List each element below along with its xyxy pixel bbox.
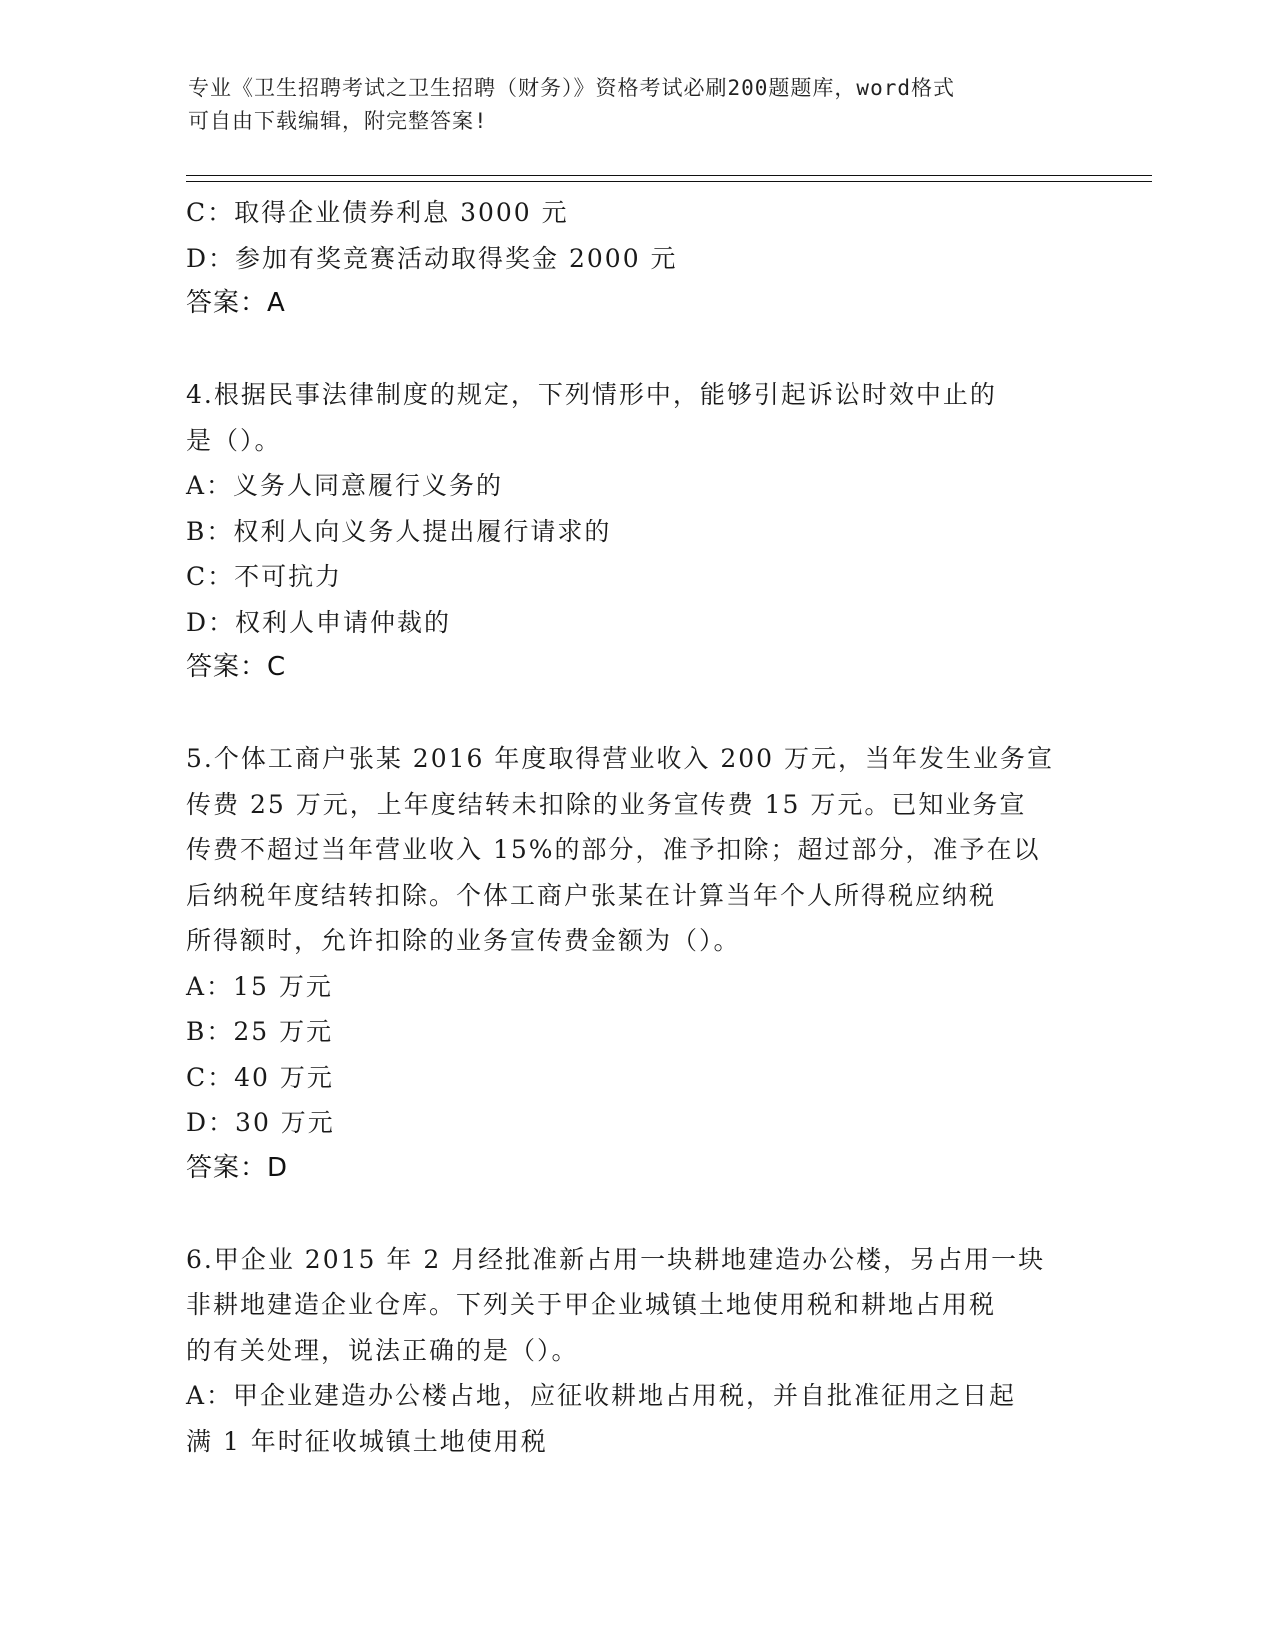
q4-stem-line-2: 是（）。 — [186, 425, 282, 455]
q5-option-c: C：40 万元 — [186, 1062, 334, 1092]
header-title-line-1: 专业《卫生招聘考试之卫生招聘（财务）》资格考试必刷200题题库，word格式 — [188, 76, 955, 100]
q6-stem-line-3: 的有关处理，说法正确的是（）。 — [186, 1335, 579, 1365]
question-4 — [186, 372, 1086, 691]
q5-stem-line-4: 后纳税年度结转扣除。个体工商户张某在计算当年个人所得税应纳税 — [186, 880, 997, 910]
q4-answer: 答案：C — [186, 652, 287, 682]
spacer — [186, 691, 1086, 737]
q5-option-a: A：15 万元 — [186, 971, 333, 1001]
question-5 — [186, 736, 1086, 1191]
q4-option-d: D：权利人申请仲裁的 — [186, 607, 452, 637]
q3-option-c: C：取得企业债券利息 3000 元 — [186, 198, 569, 227]
spacer — [186, 1191, 1086, 1237]
q6-option-a-line-2: 满 1 年时征收城镇土地使用税 — [186, 1426, 548, 1456]
question-content — [186, 190, 1086, 1464]
q4-option-a: A：义务人同意履行义务的 — [186, 471, 504, 500]
q3-option-d: D：参加有奖竞赛活动取得奖金 2000 元 — [186, 243, 678, 273]
page-header — [188, 72, 1088, 138]
q3-answer: 答案：A — [186, 288, 286, 318]
question-3-tail — [186, 190, 1086, 327]
q6-stem-line-1: 6.甲企业 2015 年 2 月经批准新占用一块耕地建造办公楼，另占用一块 — [186, 1244, 1046, 1274]
q4-option-b: B：权利人向义务人提出履行请求的 — [186, 516, 612, 546]
header-divider-bottom — [186, 181, 1152, 182]
q5-option-b: B：25 万元 — [186, 1017, 334, 1046]
header-divider-top — [186, 175, 1152, 176]
question-6 — [186, 1237, 1086, 1465]
q5-stem-line-5: 所得额时，允许扣除的业务宣传费金额为（）。 — [186, 926, 741, 955]
q5-option-d: D：30 万元 — [186, 1108, 335, 1137]
spacer — [186, 327, 1086, 373]
q6-stem-line-2: 非耕地建造企业仓库。下列关于甲企业城镇土地使用税和耕地占用税 — [186, 1290, 997, 1319]
q5-stem-line-1: 5.个体工商户张某 2016 年度取得营业收入 200 万元，当年发生业务宣 — [186, 744, 1054, 773]
q4-stem-line-1: 4.根据民事法律制度的规定，下列情形中，能够引起诉讼时效中止的 — [186, 380, 997, 409]
header-title-line-2: 可自由下载编辑，附完整答案! — [188, 109, 488, 133]
q5-stem-line-2: 传费 25 万元，上年度结转未扣除的业务宣传费 15 万元。已知业务宣 — [186, 789, 1027, 819]
q4-option-c: C：不可抗力 — [186, 562, 343, 591]
q5-stem-line-3: 传费不超过当年营业收入 15%的部分，准予扣除；超过部分，准予在以 — [186, 835, 1041, 864]
q5-answer: 答案：D — [186, 1152, 289, 1183]
q6-option-a-line-1: A：甲企业建造办公楼占地，应征收耕地占用税，并自批准征用之日起 — [186, 1381, 1017, 1410]
